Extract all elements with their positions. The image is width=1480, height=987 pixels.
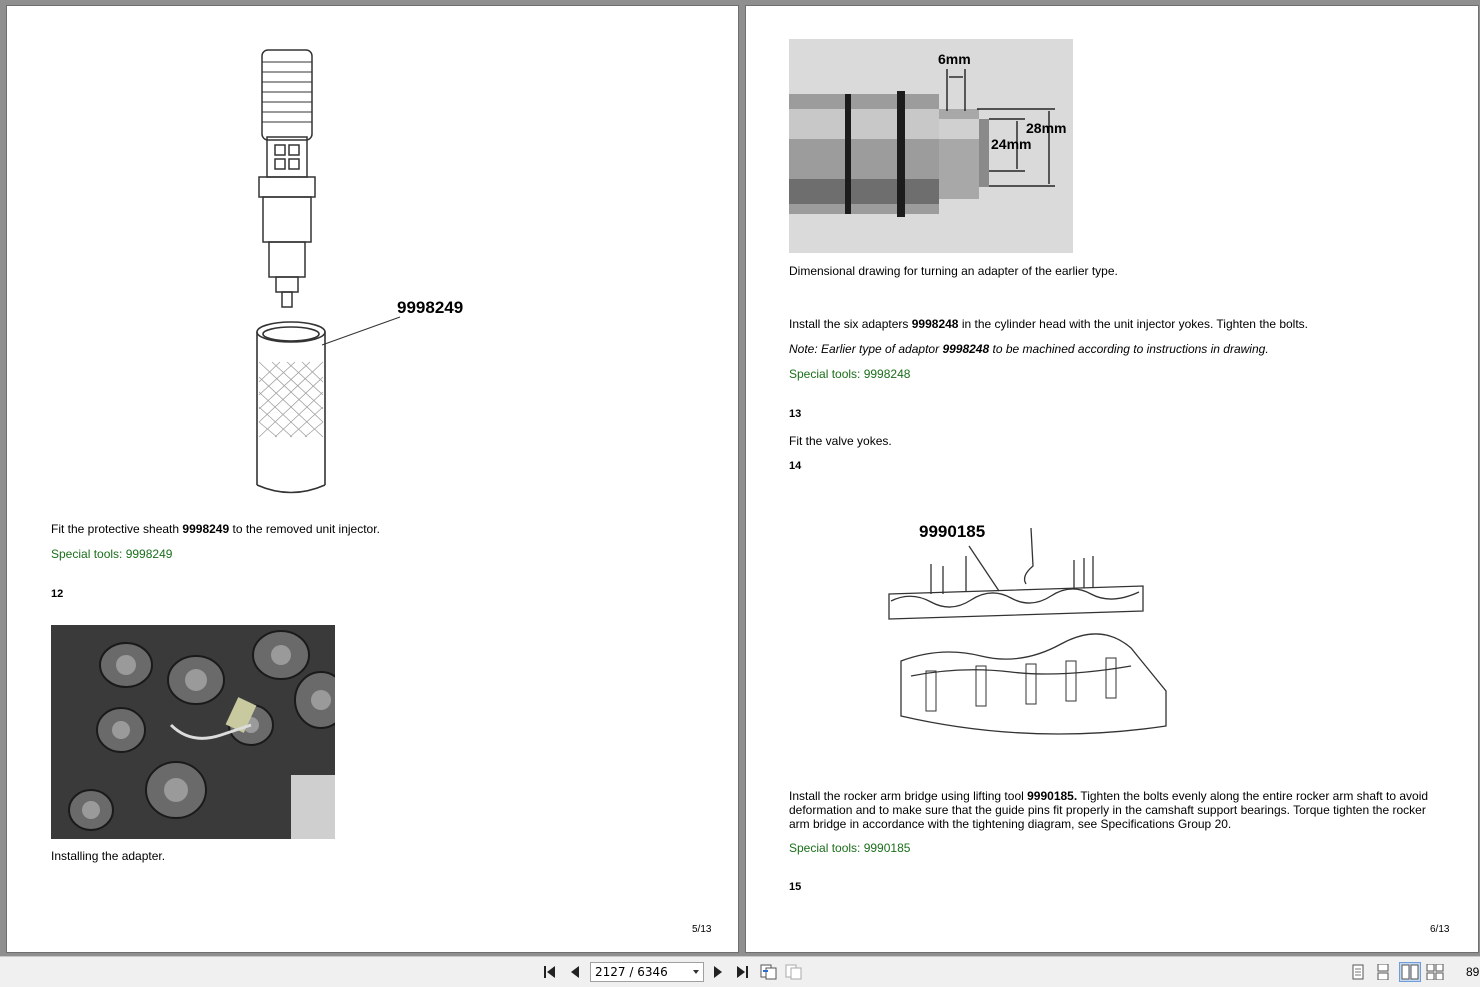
dimension-6mm: 6mm xyxy=(938,51,971,67)
photo-caption: Installing the adapter. xyxy=(51,849,166,863)
caption-protective-sheath: Fit the protective sheath 9998249 to the removed unit injector. xyxy=(51,522,380,536)
single-page-icon xyxy=(1351,964,1365,980)
continuous-view-button[interactable] xyxy=(1373,962,1393,982)
single-page-view-button[interactable] xyxy=(1348,962,1368,982)
adapter-dimension-photo xyxy=(789,39,1073,253)
page-number-select[interactable] xyxy=(590,962,704,982)
last-page-button[interactable] xyxy=(732,962,752,982)
step-number-14: 14 xyxy=(789,460,802,472)
special-tools-link-9998248[interactable]: Special tools: 9998248 xyxy=(789,367,911,381)
install-adapters-text: Install the six adapters 9998248 in the cylinder head with the unit injector yokes. Tighten the bolts. xyxy=(789,317,1309,331)
document-page-left xyxy=(6,5,739,953)
fit-valve-yokes-text: Fit the valve yokes. xyxy=(789,434,892,448)
zoom-level[interactable]: 89 xyxy=(1466,965,1480,979)
drawing-caption: Dimensional drawing for turning an adapter of the earlier type. xyxy=(789,264,1118,278)
next-view-icon xyxy=(785,964,803,980)
page-number-right: 6/13 xyxy=(1430,924,1450,935)
chevron-down-icon xyxy=(693,970,699,974)
two-page-continuous-icon xyxy=(1426,964,1444,980)
injector-sheath-drawing xyxy=(197,42,497,502)
next-page-icon xyxy=(712,965,724,979)
first-page-icon xyxy=(542,965,558,979)
previous-view-button[interactable] xyxy=(759,962,779,982)
page-indicator-text: 2127 / 6346 xyxy=(595,965,668,979)
step-number-15: 15 xyxy=(789,881,802,893)
figure-label-9990185: 9990185 xyxy=(919,522,986,541)
navigation-toolbar xyxy=(0,956,1480,987)
previous-page-icon xyxy=(569,965,581,979)
next-view-button[interactable] xyxy=(784,962,804,982)
two-page-continuous-view-button[interactable] xyxy=(1425,962,1445,982)
first-page-button[interactable] xyxy=(540,962,560,982)
special-tools-link-9990185[interactable]: Special tools: 9990185 xyxy=(789,841,911,855)
next-page-button[interactable] xyxy=(708,962,728,982)
document-page-right xyxy=(745,5,1479,953)
note-text: Note: Earlier type of adaptor 9998248 to be machined according to instructions in drawing. xyxy=(789,342,1269,356)
special-tools-link[interactable]: Special tools: 9998249 xyxy=(51,547,173,561)
figure-label-9998249: 9998249 xyxy=(397,298,464,317)
previous-view-icon xyxy=(760,964,778,980)
step-number-12: 12 xyxy=(51,588,64,600)
page-number-left: 5/13 xyxy=(692,924,712,935)
two-page-view-button[interactable] xyxy=(1399,962,1421,982)
two-page-icon xyxy=(1401,964,1419,980)
adapter-installation-photo xyxy=(51,625,335,839)
rocker-arm-instructions: Install the rocker arm bridge using lifting tool 9990185. Tighten the bolts evenly along the entire rocker arm shaft to avoid deformation and to make sure that the guide pins fit properly in the camshaft support bearings. Torque tighten the rocker arm bridge in accordance with the tightening diagram, see Specifications Group 20. xyxy=(789,789,1429,831)
previous-page-button[interactable] xyxy=(565,962,585,982)
dimension-28mm: 28mm xyxy=(1026,120,1067,136)
dimension-24mm: 24mm xyxy=(991,136,1032,152)
last-page-icon xyxy=(734,965,750,979)
rocker-arm-bridge-drawing xyxy=(881,516,1181,746)
step-number-13: 13 xyxy=(789,408,802,420)
continuous-page-icon xyxy=(1376,964,1390,980)
